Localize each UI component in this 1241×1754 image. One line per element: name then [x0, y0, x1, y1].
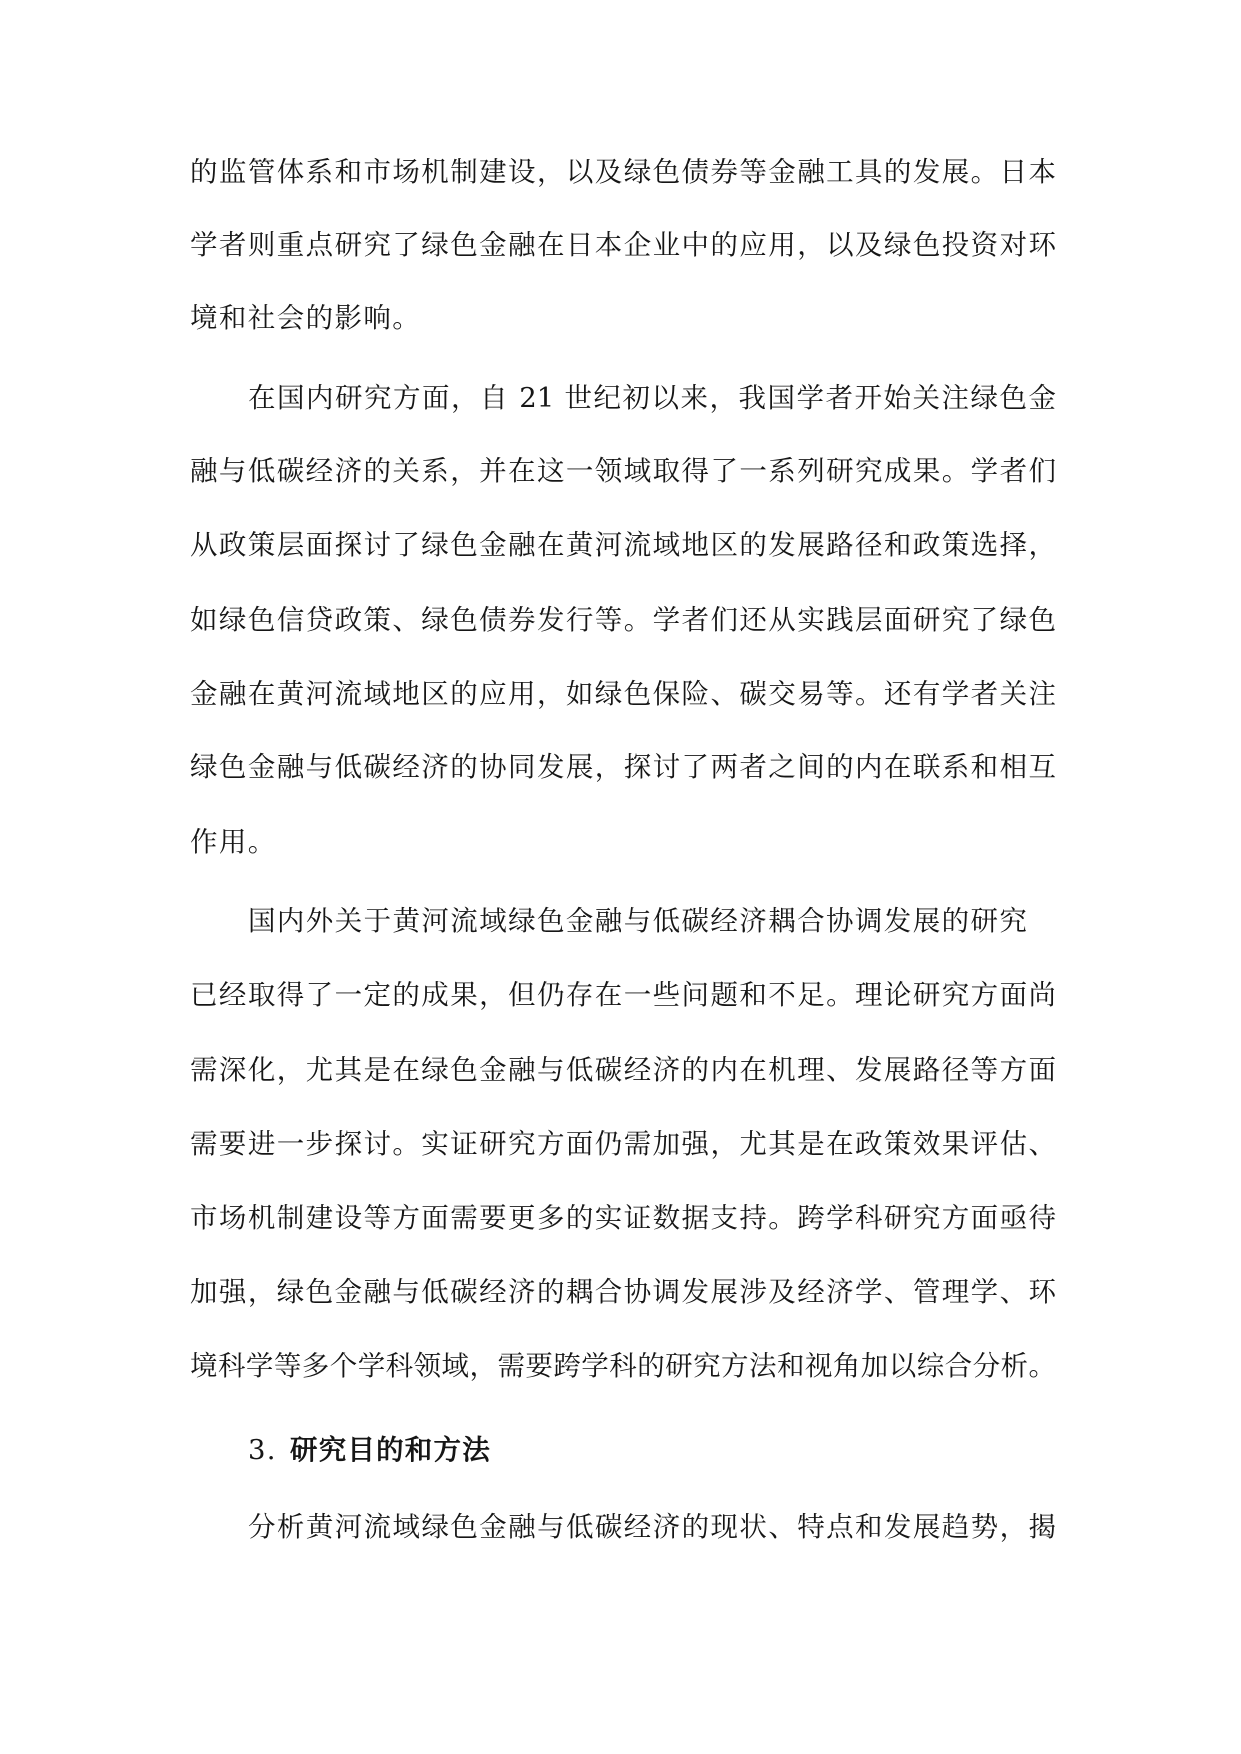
paragraph-4-line-1: 分析黄河流域绿色金融与低碳经济的现状、特点和发展趋势，揭: [248, 1511, 1056, 1543]
paragraph-2-line-4: 如绿色信贷政策、绿色债券发行等。学者们还从实践层面研究了绿色: [190, 604, 1056, 636]
paragraph-2-line-7: 作用。: [190, 826, 277, 858]
paragraph-1-line-2: 学者则重点研究了绿色金融在日本企业中的应用，以及绿色投资对环: [190, 229, 1056, 261]
paragraph-1-line-1: 的监管体系和市场机制建设，以及绿色债券等金融工具的发展。日本: [190, 156, 1056, 188]
paragraph-2-line-5: 金融在黄河流域地区的应用，如绿色保险、碳交易等。还有学者关注: [190, 678, 1056, 710]
paragraph-3-line-3: 需深化，尤其是在绿色金融与低碳经济的内在机理、发展路径等方面: [190, 1054, 1056, 1086]
paragraph-3-line-2: 已经取得了一定的成果，但仍存在一些问题和不足。理论研究方面尚: [190, 979, 1056, 1011]
paragraph-1-line-3: 境和社会的影响。: [190, 302, 422, 334]
section-heading-number: 3.: [248, 1434, 277, 1466]
paragraph-3-line-6: 加强，绿色金融与低碳经济的耦合协调发展涉及经济学、管理学、环: [190, 1276, 1056, 1308]
paragraph-3-line-7: 境科学等多个学科领域，需要跨学科的研究方法和视角加以综合分析。: [190, 1350, 1056, 1382]
paragraph-3-line-5: 市场机制建设等方面需要更多的实证数据支持。跨学科研究方面亟待: [190, 1202, 1056, 1234]
section-heading-title: 研究目的和方法: [290, 1434, 491, 1466]
paragraph-3-line-4: 需要进一步探讨。实证研究方面仍需加强，尤其是在政策效果评估、: [190, 1128, 1056, 1160]
paragraph-3-line-1: 国内外关于黄河流域绿色金融与低碳经济耦合协调发展的研究: [248, 905, 1029, 937]
paragraph-2-line-2: 融与低碳经济的关系，并在这一领域取得了一系列研究成果。学者们: [190, 455, 1056, 487]
section-heading: [248, 1413, 1056, 1487]
paragraph-2-line-3: 从政策层面探讨了绿色金融在黄河流域地区的发展路径和政策选择，: [190, 529, 1056, 561]
paragraph-2-line-1: 在国内研究方面，自 21 世纪初以来，我国学者开始关注绿色金: [248, 382, 1056, 414]
paragraph-2-line-6: 绿色金融与低碳经济的协同发展，探讨了两者之间的内在联系和相互: [190, 751, 1056, 783]
